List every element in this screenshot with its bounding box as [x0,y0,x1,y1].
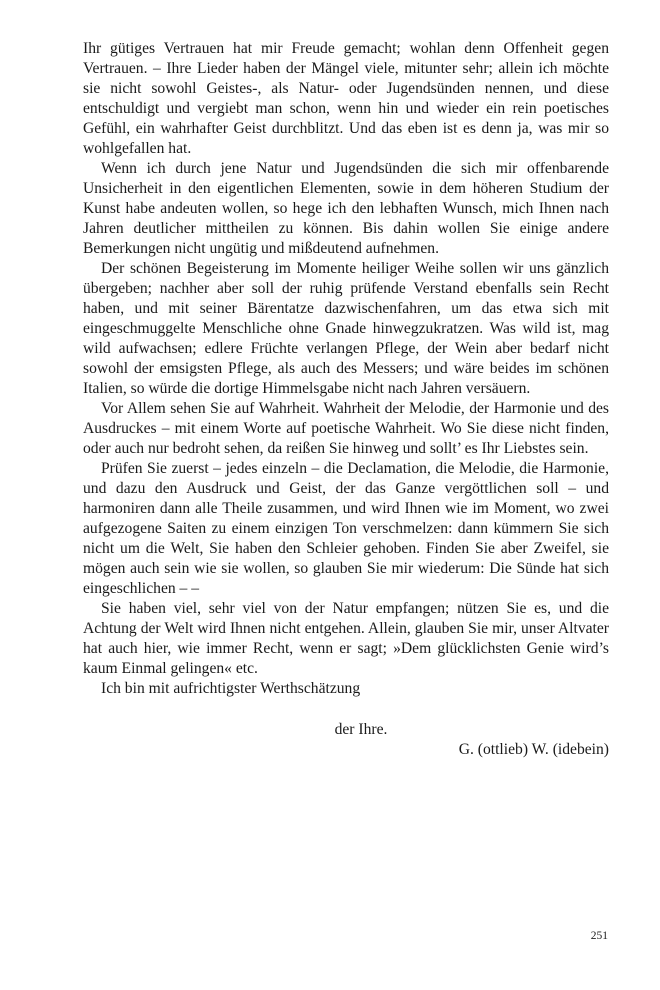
paragraph: Sie haben viel, sehr viel von der Natur empfangen; nützen Sie es, und die Achtung der Welt wird Ihnen nicht entgehen. Allein, glauben Sie mir, unser Altvater hat auch hier, wie immer Recht, wenn er sagt; »Dem glücklichsten Genie wird’s kaum Einmal gelingen« etc. [83,600,609,677]
page-content [83,39,609,760]
paragraph: Der schönen Begeisterung im Momente heiliger Weihe sollen wir uns gänzlich übergeben; nachher aber soll der ruhig prüfende Verstand ebenfalls sein Recht haben, und mit seiner Bärentatze dazwischenfahren, um das etwa sich mit eingeschmuggelte Menschliche ohne Gnade hinwegzukratzen. Was wild ist, mag wild aufwachsen; edlere Früchte verlangen Pflege, der Wein aber bedarf nicht sowohl der emsigsten Pflege, als auch des Messers; und wäre beides im schönen Italien, so würde die dortige Himmelsgabe nicht nach Jahren versäuern. [83,260,609,397]
page-number: 251 [590,930,608,942]
letter-closing [83,720,609,760]
closing-line: der Ihre. [334,721,388,738]
letter-body [83,39,609,699]
paragraph: Prüfen Sie zuerst – jedes einzeln – die Declamation, die Melodie, die Harmonie, und dazu den Ausdruck und Geist, der das Ganze vergöttlichen soll – und harmoniren dann alle Theile zusammen, und wird Ihnen wie im Moment, wo zwei aufgezogene Saiten zu einem einzigen Ton verschmelzen: dann kümmern Sie sich nicht um die Welt, Sie haben den Schleier gehoben. Finden Sie aber Zweifel, sie mögen auch sein wie sie wollen, so glauben Sie mir wiederum: Die Sünde hat sich eingeschlichen – – [83,460,609,597]
paragraph: Wenn ich durch jene Natur und Jugendsünden die sich mir offenbarende Unsicherheit in den eigentlichen Elementen, sowie in dem höheren Studium der Kunst habe andeuten wollen, so hege ich den lebhaften Wunsch, mich Ihnen nach Jahren deutlicher mittheilen zu können. Bis dahin wollen Sie einige andere Bemerkungen nicht ungütig und mißdeutend aufnehmen. [83,160,609,257]
paragraph: Vor Allem sehen Sie auf Wahrheit. Wahrheit der Melodie, der Harmonie und des Ausdruckes – mit einem Worte auf poetische Wahrheit. Wo Sie diese nicht finden, oder auch nur bedroht sehen, da reißen Sie hinweg und sollt’ es Ihr Liebstes sein. [83,400,609,457]
paragraph: Ich bin mit aufrichtigster Werthschätzung [101,680,361,697]
signature: G. (ottlieb) W. (idebein) [458,741,609,758]
paragraph: Ihr gütiges Vertrauen hat mir Freude gemacht; wohlan denn Offenheit gegen Vertrauen. – Ihre Lieder haben der Mängel viele, mitunter sehr; allein ich möchte sie nicht sowohl Geistes-, als Natur- oder Jugendsünden nennen, und diese entschuldigt und vergiebt man schon, wenn hin und wieder ein rein poetisches Gefühl, ein wahrhafter Geist durchblitzt. Und das eben ist es denn ja, was mir so wohlgefallen hat. [83,40,609,157]
